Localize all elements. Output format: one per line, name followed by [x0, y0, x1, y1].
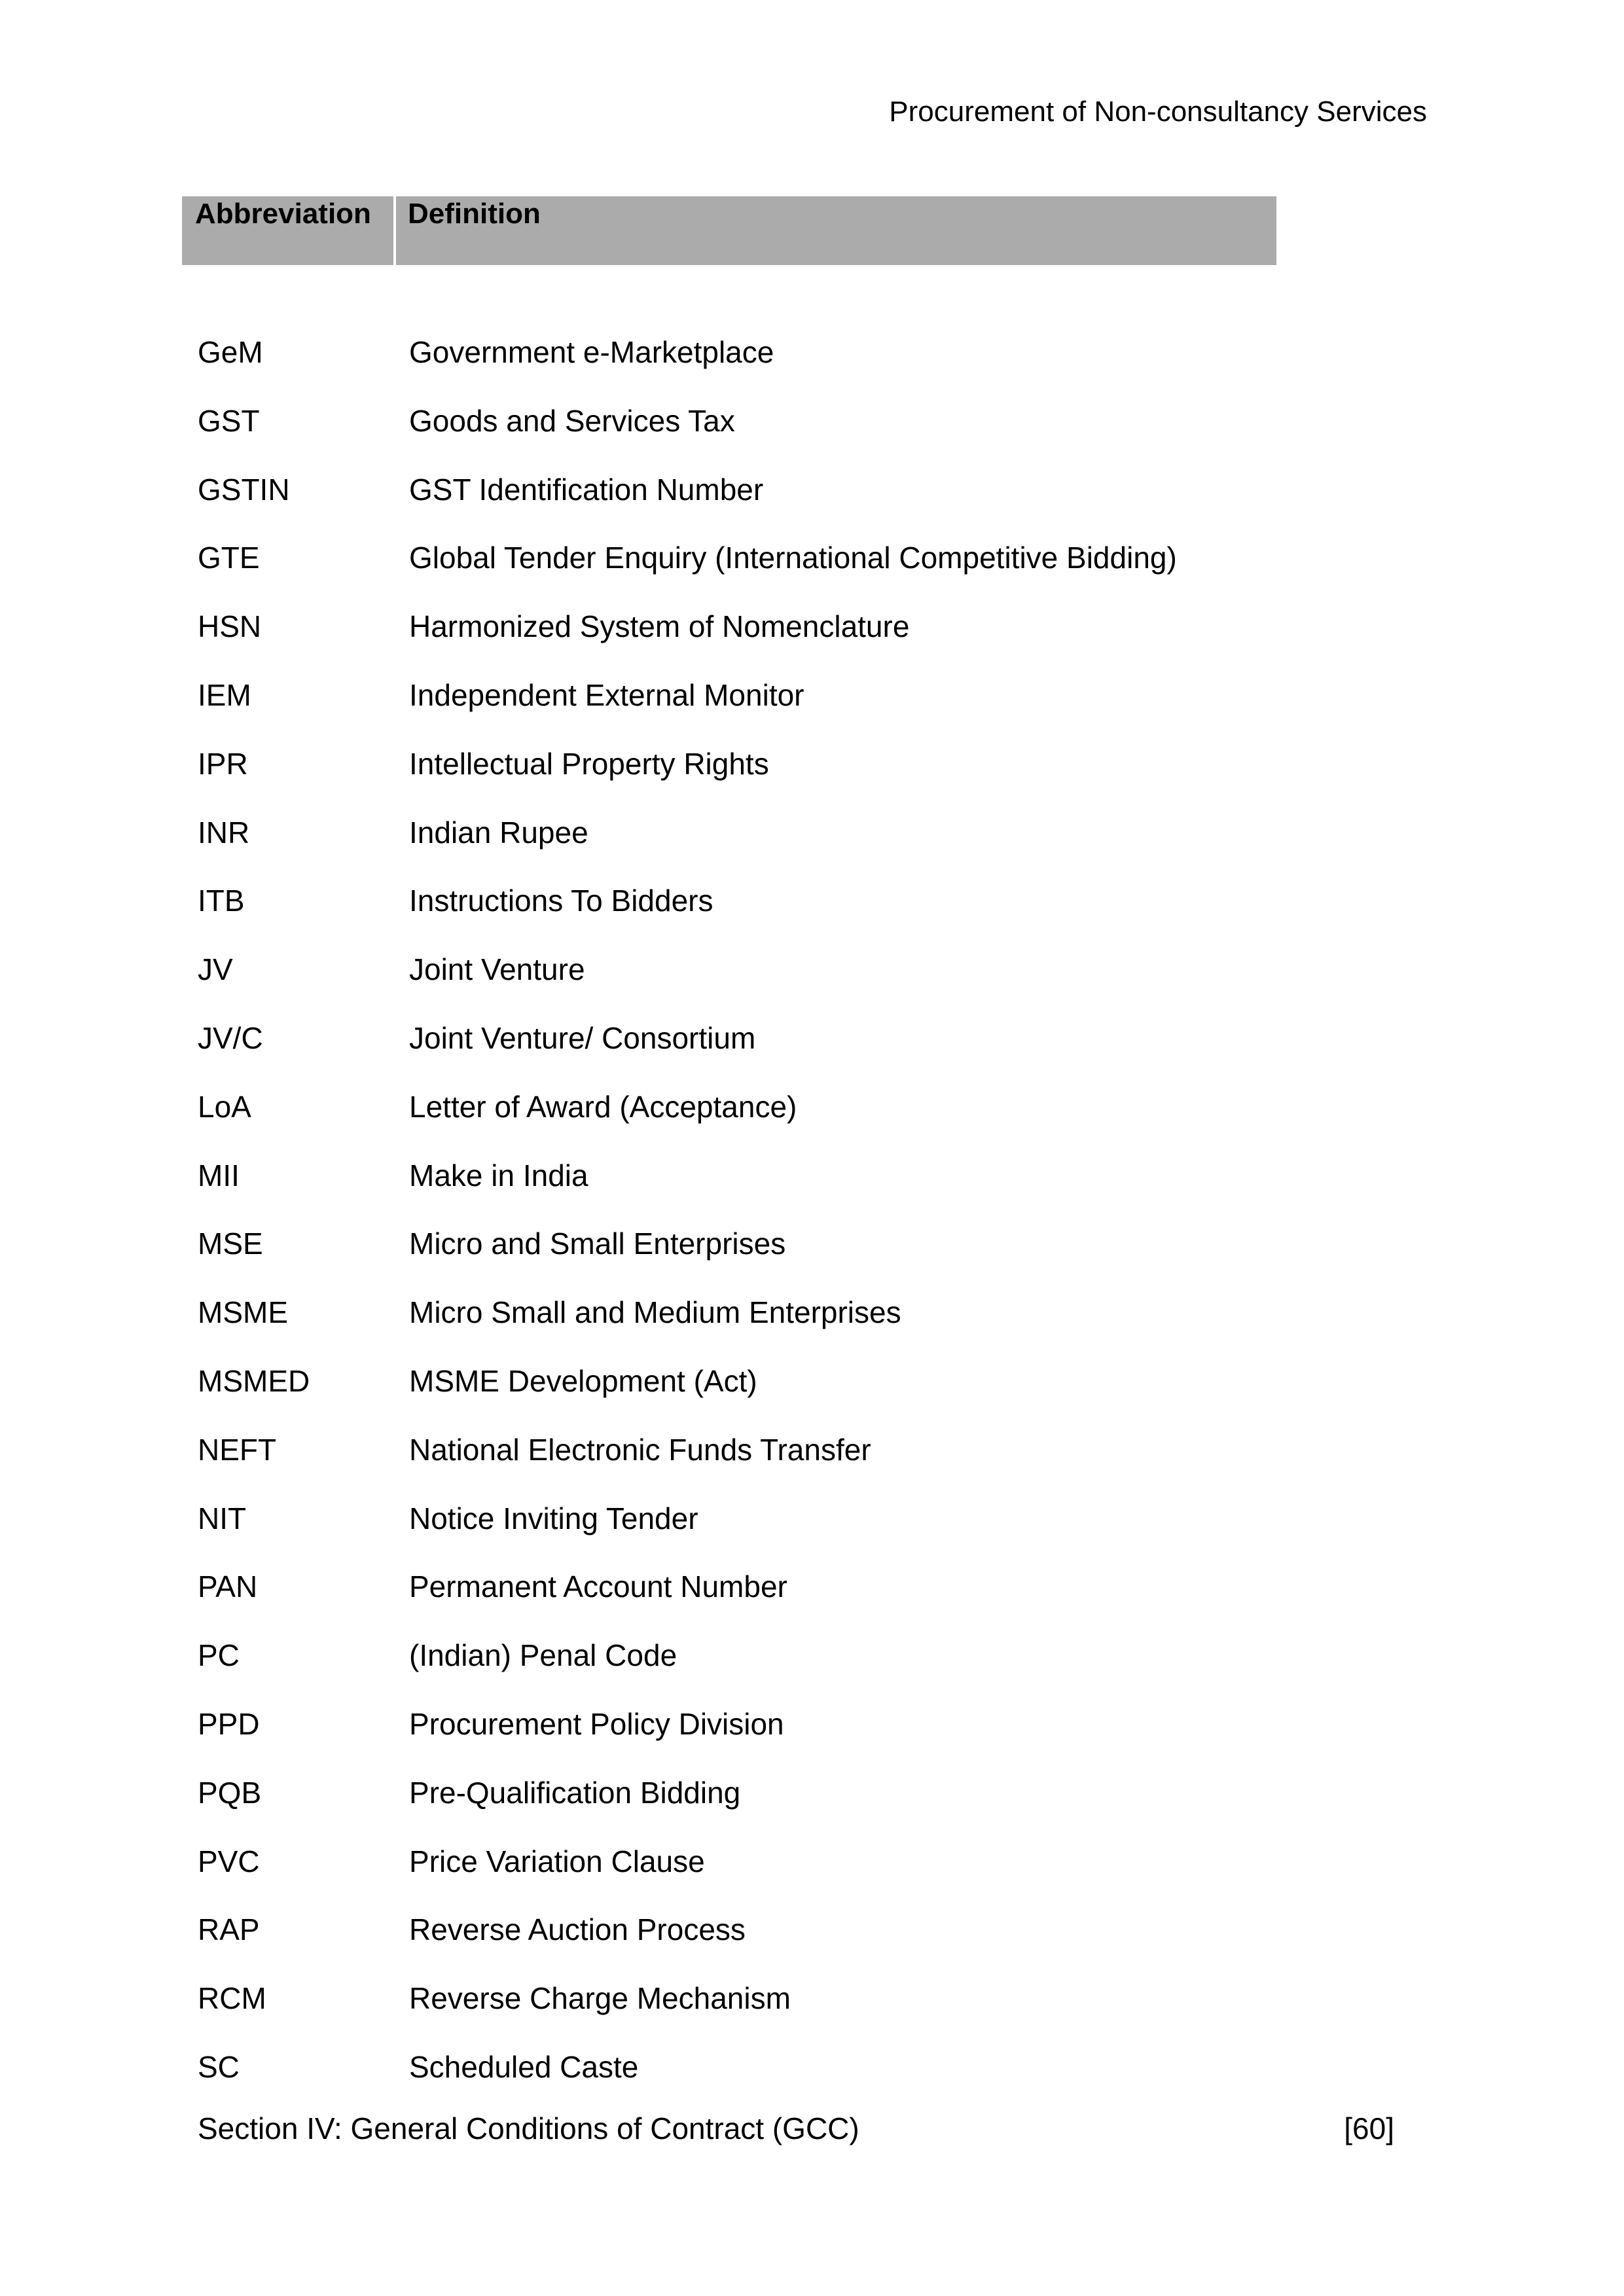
table-row: [198, 747, 769, 781]
definition-cell: Procurement Policy Division: [409, 1707, 784, 1741]
table-rows: [198, 335, 1441, 2128]
definition-cell: (Indian) Penal Code: [409, 1638, 677, 1672]
definition-cell: GST Identification Number: [409, 473, 764, 507]
abbreviation-cell: RCM: [198, 1981, 266, 2015]
abbreviation-cell: NIT: [198, 1501, 247, 1535]
abbreviation-cell: HSN: [198, 609, 262, 643]
table-row: [198, 816, 588, 850]
table-row: [198, 1844, 705, 1879]
definition-cell: Reverse Charge Mechanism: [409, 1981, 791, 2015]
table-row: [198, 1501, 698, 1536]
definition-cell: Price Variation Clause: [409, 1844, 705, 1878]
abbreviation-cell: INR: [198, 816, 250, 850]
abbreviation-cell: GeM: [198, 335, 263, 369]
abbreviation-cell: PQB: [198, 1776, 262, 1810]
definition-cell: Harmonized System of Nomenclature: [409, 609, 910, 643]
abbreviation-cell: JV: [198, 952, 233, 986]
table-header-definition: Definition: [408, 198, 541, 230]
definition-cell: Joint Venture/ Consortium: [409, 1021, 756, 1055]
abbreviation-cell: MSE: [198, 1227, 263, 1261]
definition-cell: Independent External Monitor: [409, 678, 804, 712]
table-row: [198, 1776, 740, 1810]
footer-page-number: [60]: [1344, 2111, 1394, 2145]
abbreviation-cell: MSMED: [198, 1364, 310, 1398]
abbreviation-cell: GTE: [198, 541, 260, 575]
table-row: [198, 404, 735, 439]
definition-cell: Permanent Account Number: [409, 1570, 787, 1604]
table-row: [198, 2050, 638, 2085]
table-row: [198, 1158, 588, 1193]
definition-cell: Pre-Qualification Bidding: [409, 1776, 741, 1810]
definition-cell: Letter of Award (Acceptance): [409, 1090, 797, 1124]
abbreviation-cell: IEM: [198, 678, 251, 712]
abbreviation-cell: IPR: [198, 747, 248, 781]
abbreviation-cell: PVC: [198, 1844, 260, 1878]
table-row: [198, 884, 713, 918]
table-row: [198, 1090, 797, 1124]
definition-cell: MSME Development (Act): [409, 1364, 757, 1398]
definition-cell: Notice Inviting Tender: [409, 1501, 698, 1535]
definition-cell: Micro Small and Medium Enterprises: [409, 1295, 901, 1329]
abbreviation-cell: GSTIN: [198, 473, 290, 507]
table-header-row: [182, 196, 1276, 265]
abbreviation-cell: LoA: [198, 1090, 251, 1124]
definition-cell: Reverse Auction Process: [409, 1912, 746, 1946]
abbreviation-cell: PAN: [198, 1570, 258, 1604]
table-row: [198, 1638, 677, 1673]
definition-cell: Instructions To Bidders: [409, 884, 713, 918]
abbreviation-cell: MSME: [198, 1295, 288, 1329]
table-row: [198, 1707, 784, 1742]
abbreviation-cell: RAP: [198, 1912, 260, 1946]
footer-section-label: Section IV: General Conditions of Contract (GCC): [198, 2111, 859, 2145]
table-header-abbreviation: Abbreviation: [195, 198, 371, 230]
table-row: [198, 1570, 787, 1604]
definition-cell: Indian Rupee: [409, 816, 588, 850]
abbreviation-cell: NEFT: [198, 1433, 277, 1467]
definition-cell: Government e-Marketplace: [409, 335, 774, 369]
definition-cell: Scheduled Caste: [409, 2050, 639, 2084]
abbreviation-cell: SC: [198, 2050, 240, 2084]
table-row: [198, 473, 763, 507]
abbreviation-cell: GST: [198, 404, 260, 438]
definition-cell: National Electronic Funds Transfer: [409, 1433, 871, 1467]
table-row: [198, 1295, 901, 1330]
table-row: [198, 1364, 757, 1399]
table-row: [198, 678, 804, 713]
table-row: [198, 541, 1177, 575]
page-header-title: Procurement of Non-consultancy Services: [889, 96, 1427, 128]
definition-cell: Micro and Small Enterprises: [409, 1227, 786, 1261]
definition-cell: Global Tender Enquiry (International Competitive Bidding): [409, 541, 1177, 575]
definition-cell: Joint Venture: [409, 952, 585, 986]
table-row: [198, 952, 585, 987]
table-row: [198, 335, 774, 370]
table-row: [198, 609, 909, 644]
table-row: [198, 1433, 871, 1467]
definition-cell: Make in India: [409, 1158, 588, 1193]
abbreviation-cell: MII: [198, 1158, 240, 1193]
abbreviation-cell: PC: [198, 1638, 240, 1672]
table-row: [198, 1981, 791, 2016]
table-row: [198, 1227, 785, 1261]
table-row: [198, 1021, 755, 1056]
abbreviation-cell: PPD: [198, 1707, 260, 1741]
definition-cell: Goods and Services Tax: [409, 404, 735, 438]
definition-cell: Intellectual Property Rights: [409, 747, 769, 781]
table-row: [198, 1912, 746, 1947]
abbreviation-cell: ITB: [198, 884, 245, 918]
abbreviation-cell: JV/C: [198, 1021, 263, 1055]
